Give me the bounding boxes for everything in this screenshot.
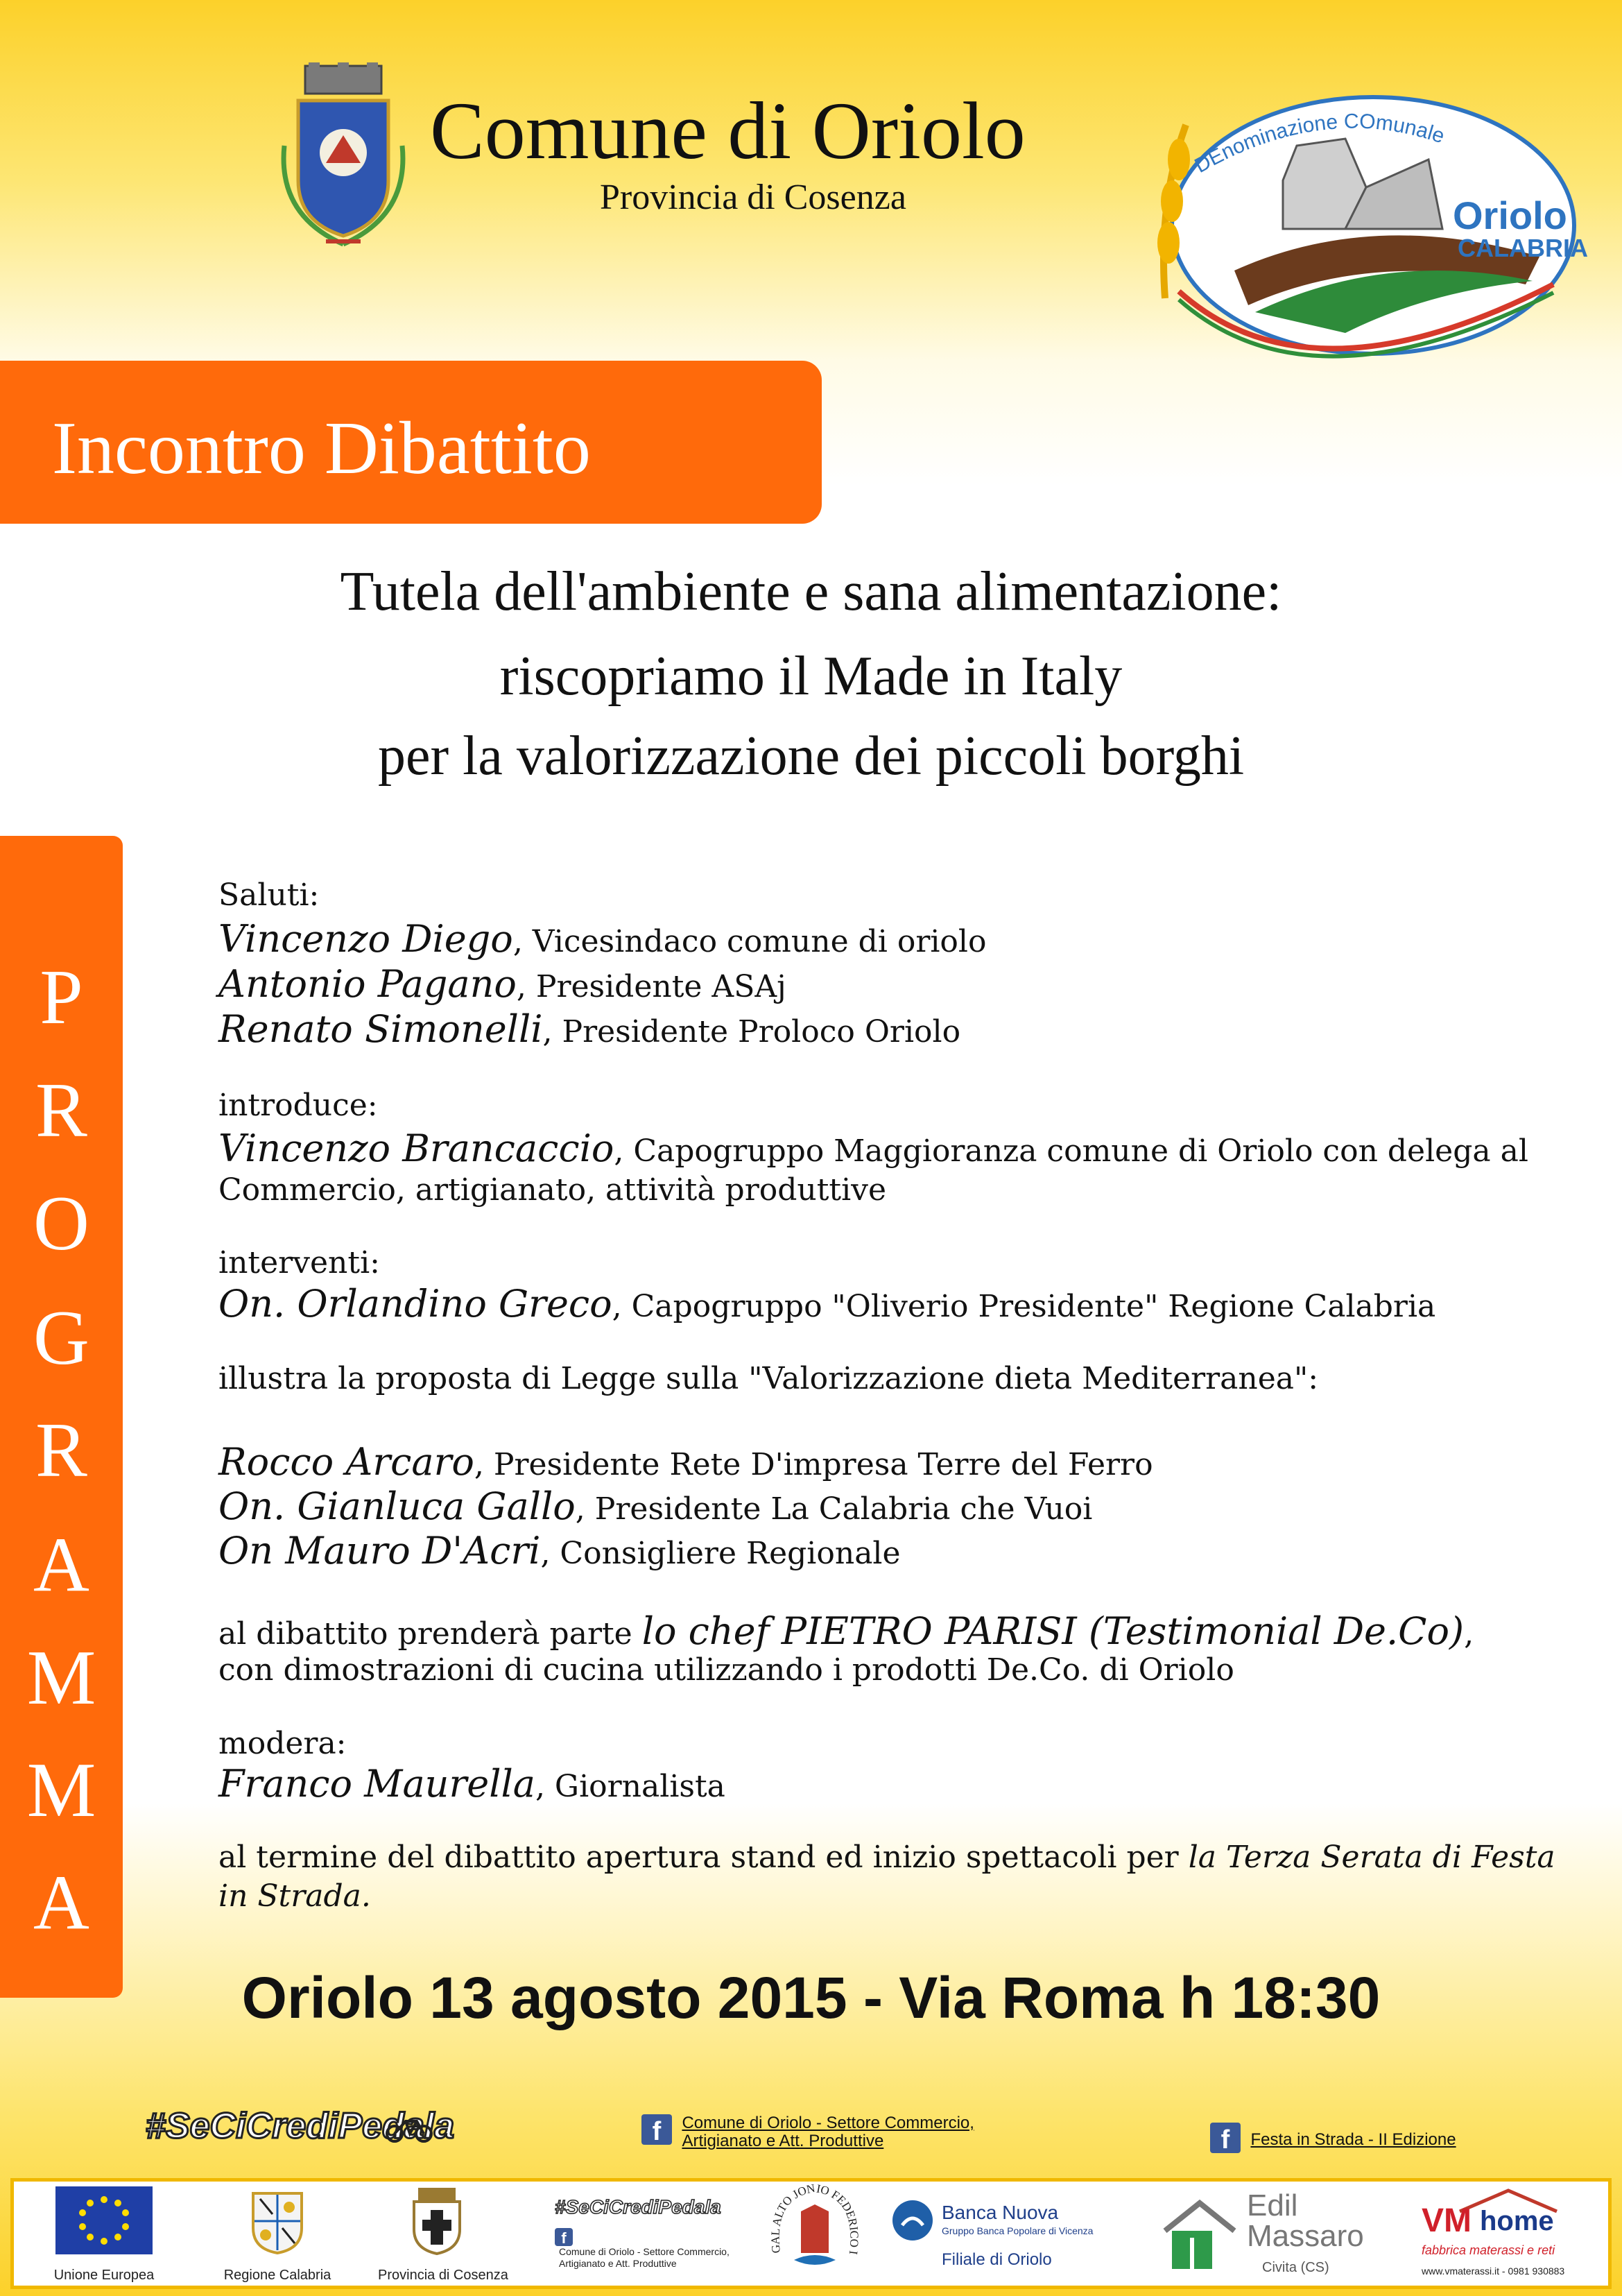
facebook-link-line-1: Comune di Oriolo - Settore Commercio,	[682, 2114, 974, 2132]
sponsor-calabria	[222, 2184, 333, 2288]
speaker-role: , Presidente La Calabria che Vuoi	[575, 1491, 1093, 1527]
programma-letter: A	[33, 1860, 89, 1946]
edil-massaro-logo-icon	[1158, 2196, 1241, 2272]
programma-letter: R	[35, 1407, 87, 1493]
deco-town-label: Oriolo	[1453, 194, 1567, 237]
modera-item	[218, 1762, 725, 1807]
introduce-label: introduce:	[218, 1088, 378, 1123]
illustra-line: illustra la proposta di Legge sulla "Valorizzazione dieta Mediterranea":	[218, 1361, 1319, 1396]
small-hashtag-logo: #SeCiCrediPedala	[555, 2196, 721, 2218]
sponsor-cosenza-label: Provincia di Cosenza	[378, 2268, 508, 2283]
banner-label: Incontro Dibattito	[52, 407, 591, 490]
banca-name: Banca Nuova	[942, 2202, 1059, 2223]
saluti-label: Saluti:	[218, 877, 320, 913]
sponsor-eu-label: Unione Europea	[53, 2268, 155, 2283]
chef-line	[218, 1609, 1474, 1654]
bicycle-icon	[385, 2116, 433, 2143]
speaker-name: On Mauro D'Acri	[218, 1529, 541, 1573]
saluti-item	[218, 917, 986, 962]
programma-letter: A	[33, 1522, 89, 1608]
gal-alto-jonio-logo	[766, 2184, 863, 2285]
deco-oriolo-logo	[1137, 83, 1588, 361]
eu-flag-icon	[55, 2186, 153, 2254]
vm-subtitle: fabbrica materassi e reti	[1422, 2243, 1555, 2257]
facebook-link-label: Festa in Strada - II Edizione	[1250, 2130, 1456, 2149]
closing-line-2: in Strada.	[218, 1878, 371, 1914]
oriolo-crest-logo	[277, 62, 409, 250]
sponsor-gal	[763, 2184, 867, 2288]
deco-region-label: CALABRIA	[1458, 234, 1588, 262]
page-title: Comune di Oriolo	[430, 85, 1026, 176]
programma-letter: R	[35, 1068, 87, 1154]
chef-intro: al dibattito prenderà parte	[218, 1616, 642, 1652]
chef-comma: ,	[1464, 1616, 1474, 1652]
sponsor-edil-massaro	[1158, 2184, 1364, 2288]
event-date-line: Oriolo 13 agosto 2015 - Via Roma h 18:30	[241, 1965, 1381, 2030]
small-fb-line-2: Artigianato e Att. Produttive	[559, 2258, 677, 2269]
introduce-role-cont: Commercio, artigianato, attività produttive	[218, 1172, 887, 1208]
vm-logo-vm: VM	[1422, 2202, 1472, 2239]
programma-letter: M	[26, 1747, 96, 1833]
modera-label: modera:	[218, 1726, 347, 1761]
sponsor-banca-nuova	[888, 2184, 1096, 2288]
headline-line-1: Tutela dell'ambiente e sana alimentazione:	[340, 561, 1282, 622]
facebook-link-line-2: Artigianato e Att. Produttive	[682, 2132, 884, 2150]
speaker-role: , Presidente Proloco Oriolo	[542, 1014, 961, 1050]
closing-line	[218, 1840, 1555, 1876]
speaker-name: Rocco Arcaro	[218, 1440, 474, 1484]
chef-name: lo chef PIETRO PARISI (Testimonial De.Co)	[641, 1609, 1465, 1653]
interventi-item	[218, 1282, 1435, 1327]
programma-sidebar	[0, 836, 123, 1998]
edil-place: Civita (CS)	[1262, 2260, 1329, 2275]
banca-filiale: Filiale di Oriolo	[942, 2250, 1052, 2269]
sponsor-cosenza	[378, 2184, 508, 2288]
closing-text: al termine del dibattito apertura stand ed inizio spettacoli per	[218, 1840, 1189, 1875]
saluti-item	[218, 1007, 960, 1052]
programma-letter: P	[40, 954, 83, 1040]
edil-line-1: Edil	[1247, 2188, 1298, 2222]
edil-line-2: Massaro	[1247, 2219, 1364, 2253]
programma-letter: M	[26, 1635, 96, 1721]
sponsor-vm-home	[1408, 2184, 1602, 2288]
speaker-role: , Presidente ASAj	[516, 969, 786, 1004]
speaker-role: , Capogruppo Maggioranza comune di Oriolo con delega al	[614, 1133, 1528, 1169]
banca-group: Gruppo Banca Popolare di Vicenza	[942, 2225, 1094, 2236]
vm-website: www.vmaterassi.it - 0981 930883	[1422, 2265, 1565, 2277]
sponsor-calabria-label: Regione Calabria	[223, 2268, 331, 2283]
speaker-item	[218, 1529, 901, 1574]
facebook-icon: f	[641, 2114, 672, 2145]
page-subtitle: Provincia di Cosenza	[600, 178, 906, 217]
facebook-icon: f	[1210, 2123, 1241, 2153]
small-fb-line-1: Comune di Oriolo - Settore Commercio,	[559, 2246, 730, 2257]
banca-nuova-logo-icon	[891, 2199, 934, 2242]
speaker-role: , Consigliere Regionale	[540, 1536, 901, 1571]
gal-label: GAL ALTO JONIO FEDERICO I	[768, 2184, 861, 2256]
saluti-item	[218, 962, 786, 1007]
interventi-label: interventi:	[218, 1245, 380, 1280]
speaker-name: Vincenzo Diego	[218, 917, 513, 961]
facebook-link-festa[interactable]	[1210, 2123, 1456, 2157]
programma-letter: O	[33, 1181, 89, 1267]
introduce-item	[218, 1126, 1528, 1172]
chef-line-2: con dimostrazioni di cucina utilizzando i prodotti De.Co. di Oriolo	[218, 1652, 1234, 1688]
sponsor-eu	[42, 2184, 166, 2288]
headline-line-3: per la valorizzazione dei piccoli borghi	[377, 726, 1245, 787]
speaker-name: Vincenzo Brancaccio	[218, 1126, 614, 1170]
speaker-role: , Giornalista	[535, 1769, 725, 1804]
speaker-role: , Capogruppo "Oliverio Presidente" Regione Calabria	[612, 1289, 1436, 1324]
cosenza-crest-icon	[406, 2186, 468, 2256]
speaker-role: , Presidente Rete D'impresa Terre del Ferro	[474, 1447, 1153, 1482]
sponsor-hashtag-block	[555, 2184, 735, 2288]
speaker-name: Franco Maurella	[218, 1762, 535, 1806]
speaker-role: , Vicesindaco comune di oriolo	[512, 924, 987, 959]
facebook-link-comune[interactable]	[641, 2114, 974, 2150]
speaker-item	[218, 1440, 1153, 1485]
calabria-crest-icon	[246, 2186, 309, 2256]
headline-line-2: riscopriamo il Made in Italy	[499, 646, 1123, 707]
vm-logo-home: home	[1480, 2206, 1554, 2236]
hashtag-logo: #SeCiCrediPedala	[146, 2106, 455, 2146]
speaker-item	[218, 1484, 1092, 1530]
speaker-name: On. Gianluca Gallo	[218, 1484, 576, 1528]
deco-arc-text: DEnominazione COmunale	[1191, 110, 1448, 178]
facebook-icon: f	[555, 2228, 573, 2246]
programma-letter: G	[33, 1295, 89, 1381]
speaker-name: On. Orlandino Greco	[218, 1282, 612, 1326]
speaker-name: Renato Simonelli	[218, 1007, 543, 1051]
speaker-name: Antonio Pagano	[218, 962, 517, 1006]
closing-italic: la Terza Serata di Festa	[1188, 1840, 1555, 1875]
